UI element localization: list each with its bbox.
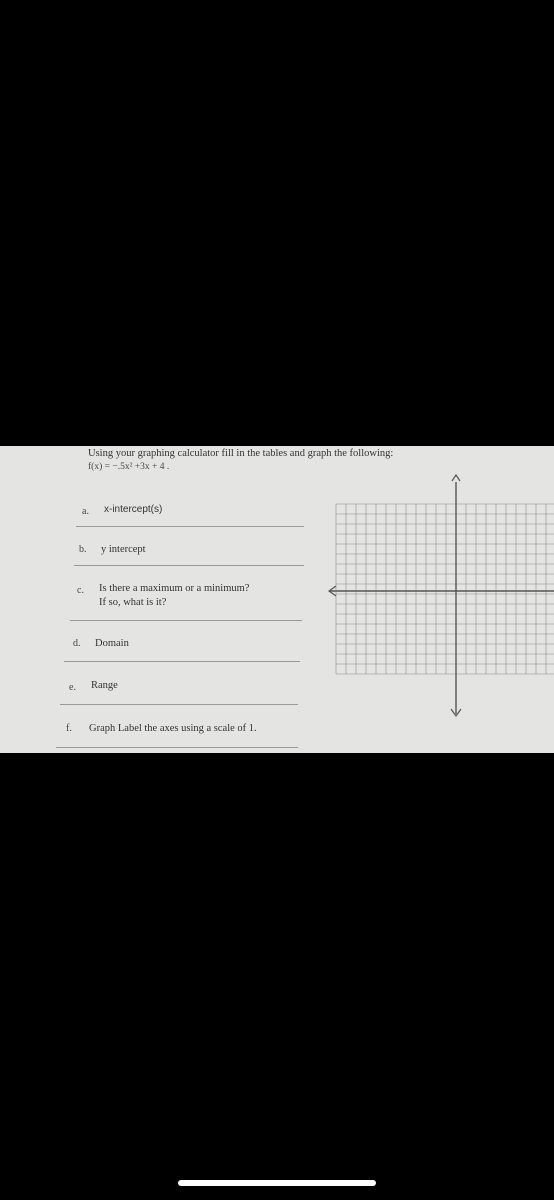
home-indicator [178, 1180, 376, 1186]
question-d-letter: d. [73, 638, 81, 649]
question-c-text: Is there a maximum or a minimum? [99, 583, 250, 594]
question-b-text: y intercept [101, 544, 146, 555]
question-b-letter: b. [79, 544, 87, 555]
question-d-text: Domain [95, 638, 129, 649]
question-f-text: Graph Label the axes using a scale of 1. [89, 723, 257, 734]
instructions-text: Using your graphing calculator fill in the tables and graph the following: [88, 448, 394, 459]
function-text: f(x) = −.5x² +3x + 4 . [88, 462, 170, 472]
question-a-letter: a. [82, 506, 89, 517]
question-f-letter: f. [66, 723, 72, 734]
question-c-text-2: If so, what is it? [99, 597, 167, 608]
grid-lines [336, 504, 554, 674]
question-e-letter: e. [69, 682, 76, 693]
coordinate-grid [0, 446, 554, 753]
y-axis-up-arrow-icon [452, 475, 460, 481]
question-e-text: Range [91, 680, 118, 691]
worksheet-photo [0, 446, 554, 753]
question-a-text: x-intercept(s) [104, 504, 163, 515]
question-c-letter: c. [77, 585, 84, 596]
